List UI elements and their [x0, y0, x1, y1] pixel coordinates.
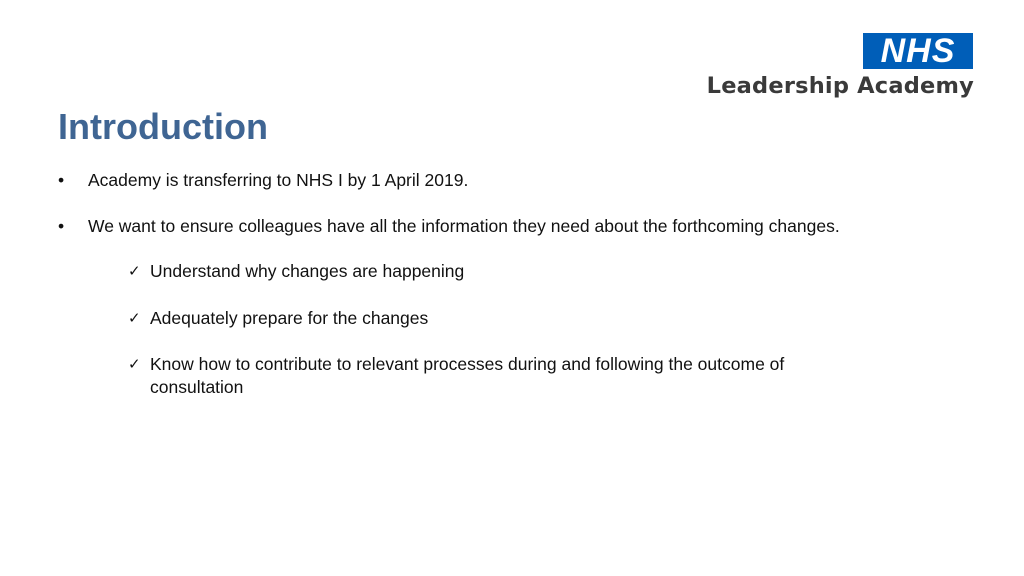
checkmark-icon: ✓ [128, 309, 141, 327]
slide-title: Introduction [58, 106, 268, 147]
bullet-icon: • [58, 170, 65, 190]
nhs-badge [863, 33, 973, 69]
nhs-leadership-academy-logo [668, 33, 978, 103]
bullet-text: Academy is transferring to NHS I by 1 April 2019. [88, 170, 469, 190]
checkmark-icon: ✓ [128, 355, 141, 373]
nhs-badge-text: NHS [880, 32, 956, 70]
bullet-icon: • [58, 216, 65, 236]
checklist-text: Adequately prepare for the changes [150, 308, 429, 328]
checkmark-icon: ✓ [128, 262, 141, 280]
logo-subtitle: Leadership Academy [706, 73, 974, 99]
bullet-text: We want to ensure colleagues have all the information they need about the forthcoming changes. [88, 216, 840, 236]
checklist-text: Understand why changes are happening [150, 261, 465, 281]
checklist-text: Know how to contribute to relevant processes during and following the outcome of consultation [150, 354, 785, 397]
